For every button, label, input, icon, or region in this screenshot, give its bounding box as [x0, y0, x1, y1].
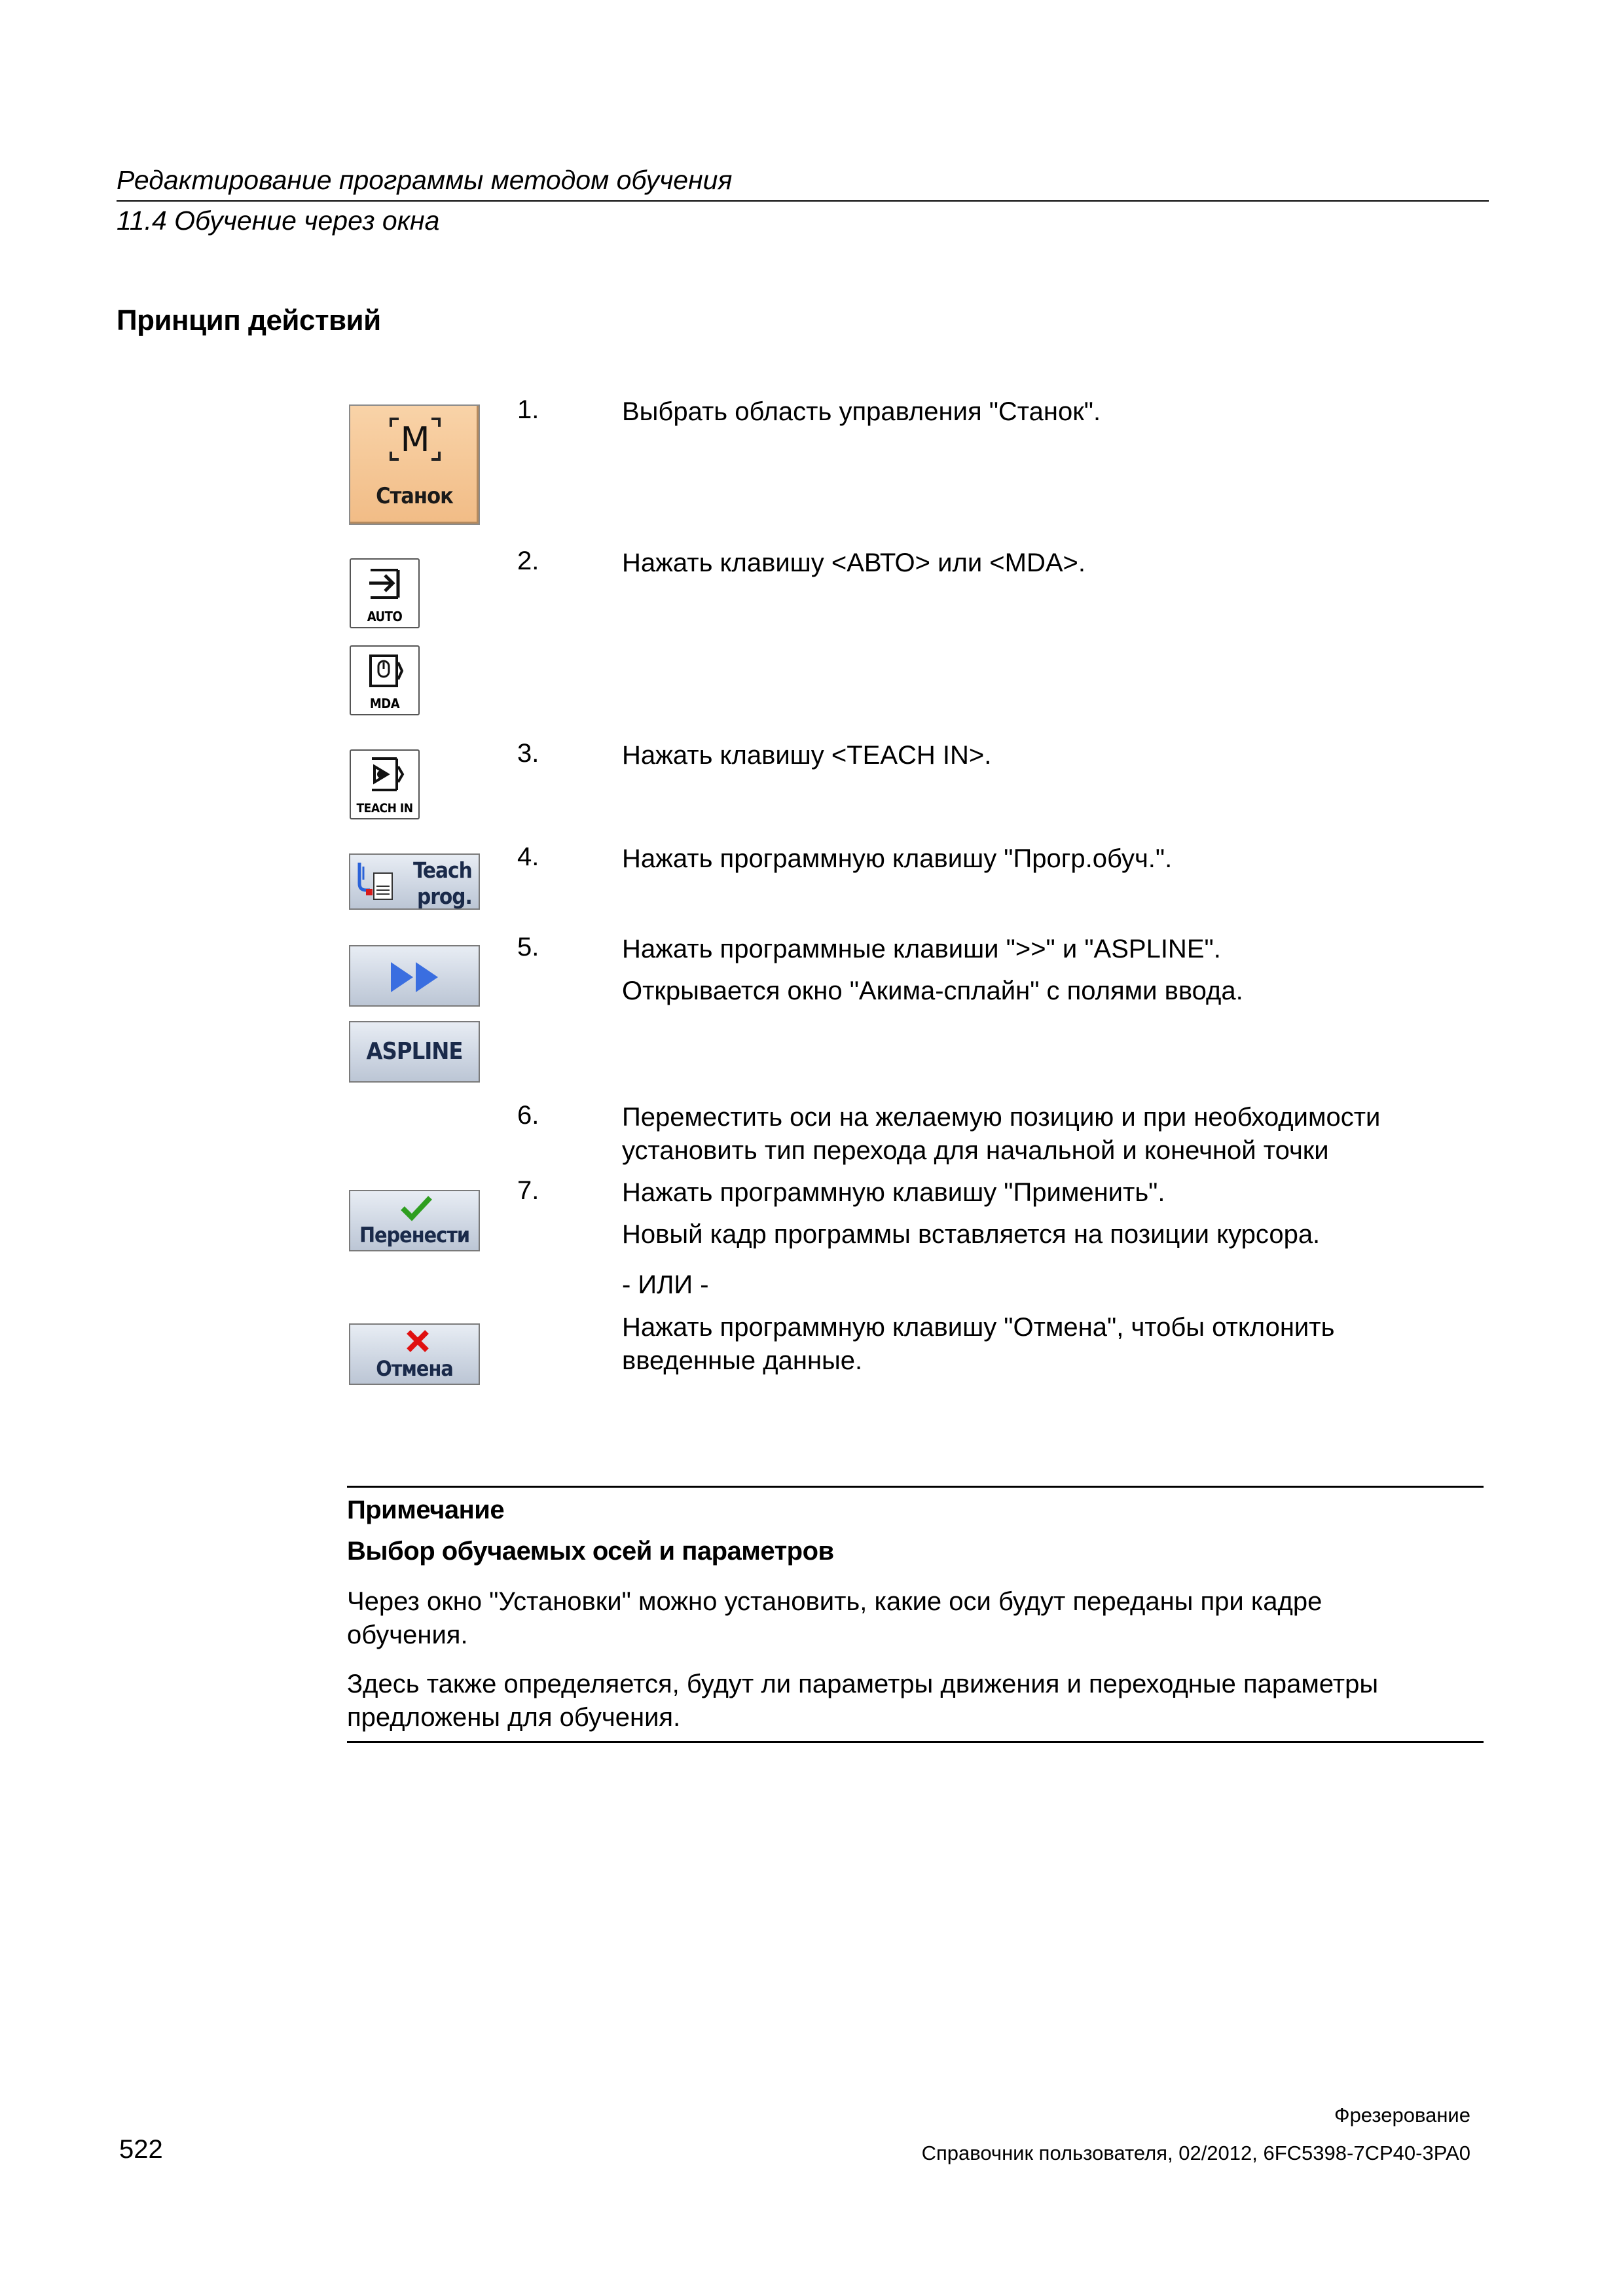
double-arrow-icon — [390, 961, 442, 994]
footer-product: Фрезерование — [1334, 2104, 1470, 2126]
machine-letter: M — [400, 420, 430, 459]
chapter-header: Редактирование программы методом обучения — [117, 165, 733, 195]
section-header: 11.4 Обучение через окна — [117, 206, 440, 236]
step-text: Нажать программные клавиши ">>" и "ASPLINE". — [622, 935, 1221, 963]
step-text: Нажать клавишу <АВТО> или <MDA>. — [622, 548, 1085, 577]
step-number: 4. — [517, 842, 539, 871]
step-number: 3. — [517, 739, 539, 768]
page-number: 522 — [119, 2135, 163, 2164]
auto-label: AUTO — [367, 609, 403, 624]
header-rule — [117, 200, 1489, 202]
footer-manual: Справочник пользователя, 02/2012, 6FC5398-7CP40-3PA0 — [921, 2142, 1470, 2164]
auto-key[interactable] — [350, 558, 420, 628]
aspline-softkey[interactable] — [349, 1021, 480, 1083]
more-softkey[interactable] — [349, 945, 480, 1007]
apply-softkey[interactable] — [349, 1190, 480, 1251]
note-paragraph: предложены для обучения. — [347, 1703, 681, 1732]
apply-label: Перенести — [359, 1223, 470, 1247]
teach-in-label: TEACH IN — [356, 801, 413, 816]
mda-key[interactable] — [350, 645, 420, 715]
note-top-rule — [347, 1486, 1484, 1488]
note-paragraph: Через окно "Установки" можно установить, какие оси будут переданы при кадре — [347, 1587, 1322, 1616]
step-number: 2. — [517, 547, 539, 575]
step-text: Открывается окно "Акима-сплайн" с полями ввода. — [622, 977, 1243, 1005]
step-text: Нажать программную клавишу "Прогр.обуч.". — [622, 844, 1173, 873]
teach-prog-label-1: Teach — [413, 857, 472, 883]
note-bottom-rule — [347, 1741, 1484, 1743]
machine-softkey[interactable] — [349, 404, 480, 525]
auto-arrow-icon — [367, 567, 405, 600]
note-paragraph: обучения. — [347, 1621, 468, 1649]
step-text: Нажать программную клавишу "Применить". — [622, 1178, 1165, 1207]
cancel-instruction: введенные данные. — [622, 1346, 863, 1375]
step-text: установить тип перехода для начальной и конечной точки — [622, 1136, 1329, 1165]
teach-prog-icon — [354, 860, 395, 903]
note-heading: Выбор обучаемых осей и параметров — [347, 1537, 834, 1566]
teach-in-key[interactable] — [350, 749, 420, 819]
teach-in-icon — [368, 756, 405, 793]
step-text: Нажать клавишу <TEACH IN>. — [622, 741, 992, 770]
teach-prog-softkey[interactable] — [349, 853, 480, 910]
cancel-instruction: Нажать программную клавишу "Отмена", чтобы отклонить — [622, 1313, 1335, 1342]
machine-icon — [390, 418, 441, 461]
step-number: 5. — [517, 933, 539, 961]
cross-icon — [405, 1329, 430, 1354]
step-text: Выбрать область управления "Станок". — [622, 397, 1101, 426]
cancel-label: Отмена — [376, 1356, 453, 1381]
page-title: Принцип действий — [117, 304, 381, 336]
check-icon — [400, 1195, 433, 1221]
aspline-label: ASPLINE — [366, 1038, 463, 1065]
mda-hand-icon — [368, 653, 405, 689]
step-number: 6. — [517, 1101, 539, 1130]
or-separator: - ИЛИ - — [622, 1270, 709, 1299]
step-text: Новый кадр программы вставляется на позиции курсора. — [622, 1220, 1321, 1249]
note-paragraph: Здесь также определяется, будут ли параметры движения и переходные параметры — [347, 1670, 1379, 1698]
teach-prog-label-2: prog. — [417, 884, 472, 909]
cancel-softkey[interactable] — [349, 1323, 480, 1385]
step-number: 1. — [517, 395, 539, 424]
note-label: Примечание — [347, 1496, 505, 1524]
mda-label: MDA — [369, 696, 400, 711]
machine-label: Станок — [376, 483, 453, 509]
step-text: Переместить оси на желаемую позицию и при необходимости — [622, 1103, 1381, 1132]
step-number: 7. — [517, 1176, 539, 1205]
